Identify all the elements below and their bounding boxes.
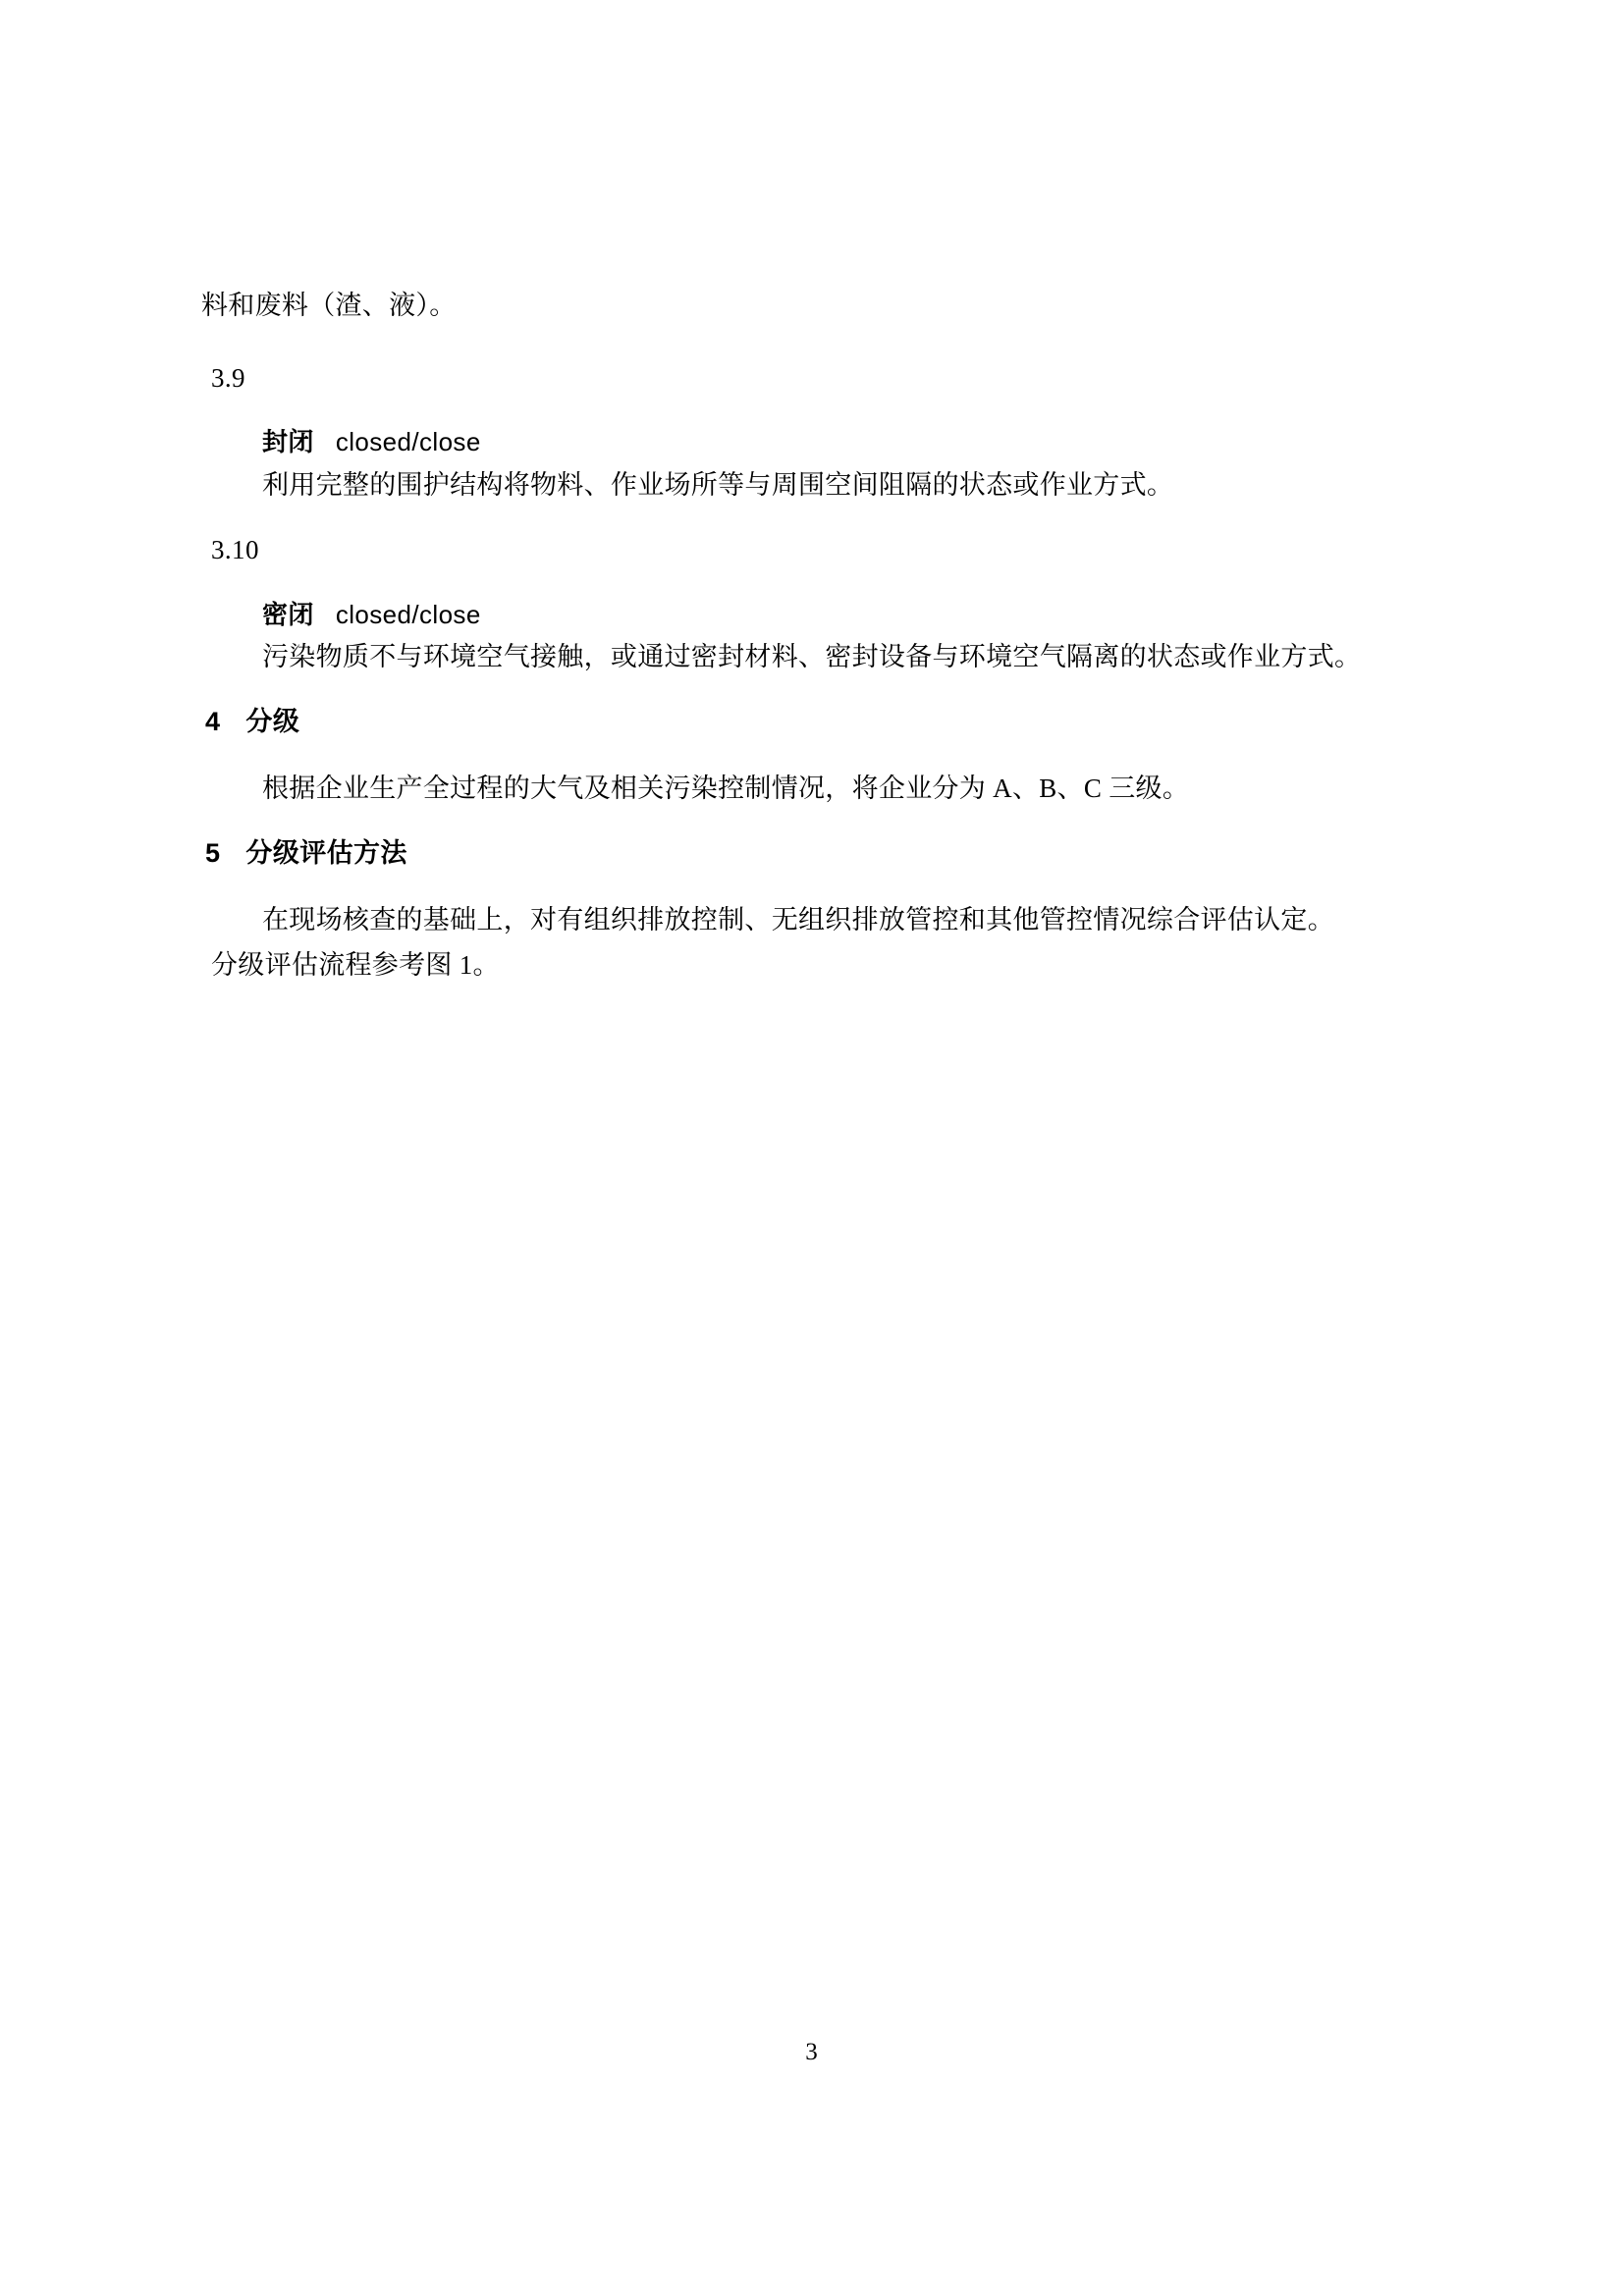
- definition-3-9: 利用完整的围护结构将物料、作业场所等与周围空间阻隔的状态或作业方式。: [262, 470, 1174, 501]
- spacer: [201, 679, 1434, 701]
- clause-number-3-9: 3.9: [211, 362, 245, 393]
- page-number: 3: [805, 2039, 818, 2065]
- term-english: closed/close: [335, 427, 481, 457]
- spacer: [201, 744, 1434, 766]
- section-number: 5: [205, 838, 221, 869]
- spacer: [201, 811, 1434, 832]
- spacer: [201, 400, 1434, 421]
- section-title: 分级: [245, 707, 300, 737]
- continued-paragraph: 料和废料（渣、液）。: [201, 291, 457, 320]
- definition-3-10: 污染物质不与环境空气接触，或通过密封材料、密封设备与环境空气隔离的状态或作业方式。: [262, 642, 1362, 672]
- section-heading-5: [201, 832, 1434, 876]
- page-content: [201, 285, 1434, 988]
- spacer: [201, 876, 1434, 897]
- section-title: 分级评估方法: [245, 838, 407, 869]
- spacer: [201, 328, 1434, 357]
- term-chinese: 封闭: [262, 427, 314, 457]
- term-chinese: 密闭: [262, 599, 314, 629]
- section-5-body: 在现场核查的基础上，对有组织排放控制、无组织排放管控和其他管控情况综合评估认定。: [262, 905, 1334, 935]
- term-entry-3-9: [201, 421, 1434, 464]
- section-5-body-continued: 分级评估流程参考图 1。: [211, 950, 500, 981]
- term-english: closed/close: [335, 599, 481, 629]
- section-number: 4: [205, 707, 221, 737]
- section-4-body: 根据企业生产全过程的大气及相关污染控制情况，将企业分为 A、B、C 三级。: [262, 773, 1190, 803]
- clause-number-3-10: 3.10: [211, 534, 259, 564]
- spacer: [201, 507, 1434, 529]
- spacer: [201, 572, 1434, 594]
- section-heading-4: [201, 701, 1434, 744]
- term-entry-3-10: [201, 594, 1434, 637]
